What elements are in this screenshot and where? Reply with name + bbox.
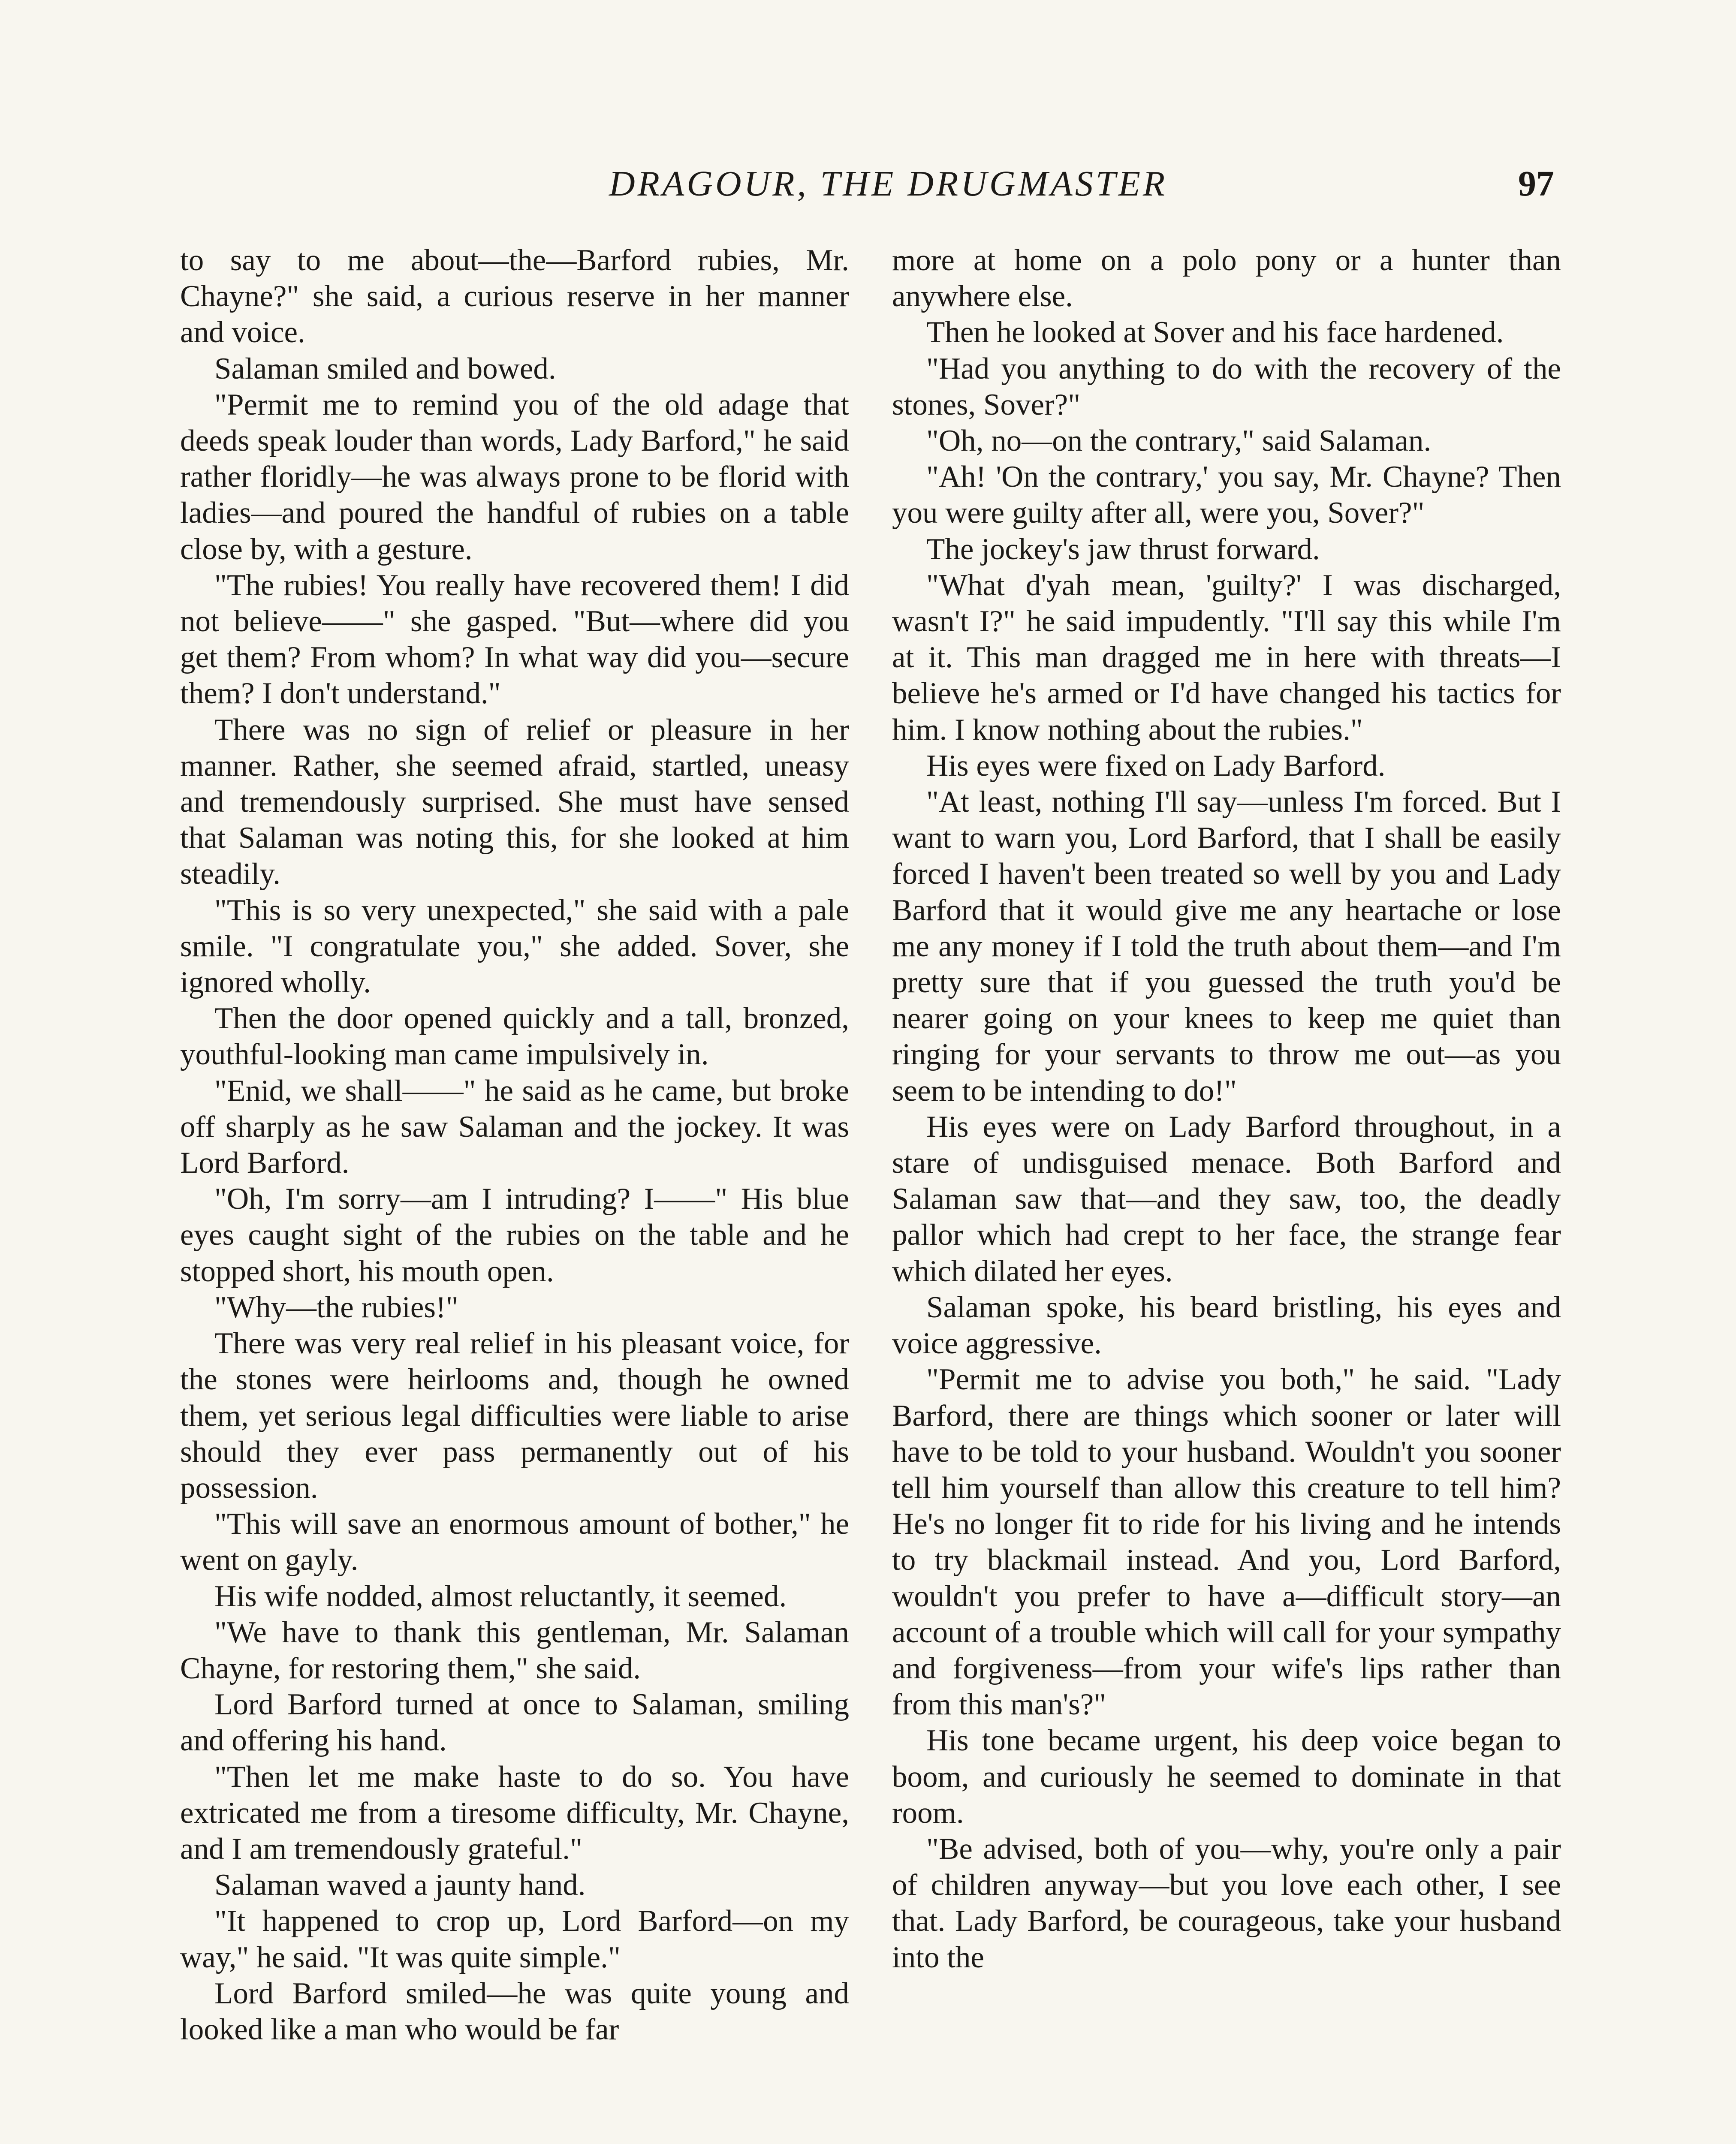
running-title: DRAGOUR, THE DRUGMASTER [609,164,1168,204]
paragraph: His wife nodded, almost reluctantly, it seemed. [214,1579,787,1613]
paragraph: "Ah! 'On the contrary,' you say, Mr. Chayne? Then you were guilty after all, were you, Sover?" [892,460,1561,530]
paragraph: "This is so very unexpected," she said with a pale smile. "I congratulate you," she added. Sover, she ignored wholly. [180,893,849,1000]
left-column [180,242,849,2048]
paragraph: His tone became urgent, his deep voice began to boom, and curiously he seemed to dominate in that room. [892,1724,1561,1830]
paragraph: "It happened to crop up, Lord Barford—on my way," he said. "It was quite simple." [180,1904,849,1974]
paragraph: Then the door opened quickly and a tall, bronzed, youthful-looking man came impulsively in. [180,1002,849,1072]
paragraph: "This will save an enormous amount of bother," he went on gayly. [180,1507,849,1577]
paragraph: "The rubies! You really have recovered them! I did not believe——" she gasped. "But—where did you get them? From whom? In what way did you—secure them? I don't understand." [180,568,849,711]
paragraph: "Permit me to remind you of the old adage that deeds speak louder than words, Lady Barford," he said rather floridly—he was always prone to be florid with ladies—and poured the handful of rubies on a table close by, with a gesture. [180,388,849,566]
paragraph: "Then let me make haste to do so. You have extricated me from a tiresome difficulty, Mr. Chayne, and I am tremendously grateful." [180,1760,849,1866]
paragraph: "Oh, no—on the contrary," said Salaman. [926,424,1432,458]
paragraph: There was very real relief in his pleasant voice, for the stones were heirlooms and, though he owned them, yet serious legal difficulties were liable to arise should they ever pass permanently out of his possession. [180,1327,849,1505]
page-header [0,163,1736,214]
paragraph: There was no sign of relief or pleasure in her manner. Rather, she seemed afraid, startled, uneasy and tremendously surprised. She must have sensed that Salaman was noting this, for she looked at him steadily. [180,713,849,891]
paragraph: "Enid, we shall——" he said as he came, but broke off sharply as he saw Salaman and the jockey. It was Lord Barford. [180,1074,849,1180]
paragraph: His eyes were fixed on Lady Barford. [926,749,1386,783]
paragraph: "Permit me to advise you both," he said. "Lady Barford, there are things which sooner or later will have to be told to your husband. Wouldn't you sooner tell him yourself than allow this creature to tell him? He's no longer fit to ride for his living and he intends to try blackmail instead. And you, Lord Barford, wouldn't you prefer to have a—difficult story—an account of a trouble which will call for your sympathy and forgiveness—from your wife's lips rather than from this man's?" [892,1363,1561,1722]
paragraph: "At least, nothing I'll say—unless I'm forced. But I want to warn you, Lord Barford, that I shall be easily forced I haven't been treated so well by you and Lady Barford that it would give me any heartache or lose me any money if I told the truth about them—and I'm pretty sure that if you guessed the truth you'd be nearer going on your knees to keep me quiet than ringing for your servants to throw me out—as you seem to be intending to do!" [892,785,1561,1108]
paragraph: Lord Barford turned at once to Salaman, smiling and offering his hand. [180,1688,849,1758]
paragraph: "We have to thank this gentleman, Mr. Salaman Chayne, for restoring them," she said. [180,1615,849,1685]
paragraph: "Had you anything to do with the recovery of the stones, Sover?" [892,352,1561,422]
paragraph: Salaman smiled and bowed. [214,352,556,385]
paragraph: The jockey's jaw thrust forward. [926,532,1320,566]
paragraph: "What d'yah mean, 'guilty?' I was discharged, wasn't I?" he said impudently. "I'll say this while I'm at it. This man dragged me in here with threats—I believe he's armed or I'd have changed his tactics for him. I know nothing about the rubies." [892,568,1561,747]
paragraph: Salaman spoke, his beard bristling, his eyes and voice aggressive. [892,1290,1561,1361]
paragraph: Salaman waved a jaunty hand. [214,1868,586,1902]
paragraph: Lord Barford smiled—he was quite young and looked like a man who would be far [180,1976,849,2046]
paragraph: "Be advised, both of you—why, you're only a pair of children anyway—but you love each other, I see that. Lady Barford, be courageous, take your husband into the [892,1832,1561,1974]
page-number: 97 [1518,164,1554,204]
paragraph: "Oh, I'm sorry—am I intruding? I——" His blue eyes caught sight of the rubies on the table and he stopped short, his mouth open. [180,1182,849,1288]
paragraph: His eyes were on Lady Barford throughout, in a stare of undisguised menace. Both Barford and Salaman saw that—and they saw, too, the deadly pallor which had crept to her face, the strange fear which dilated her eyes. [892,1110,1561,1288]
paragraph: Then he looked at Sover and his face hardened. [926,316,1504,349]
paragraph: "Why—the rubies!" [214,1290,458,1324]
right-column [892,242,1561,1975]
paragraph: to say to me about—the—Barford rubies, Mr. Chayne?" she said, a curious reserve in her manner and voice. [180,244,849,349]
paragraph: more at home on a polo pony or a hunter than anywhere else. [892,244,1561,313]
